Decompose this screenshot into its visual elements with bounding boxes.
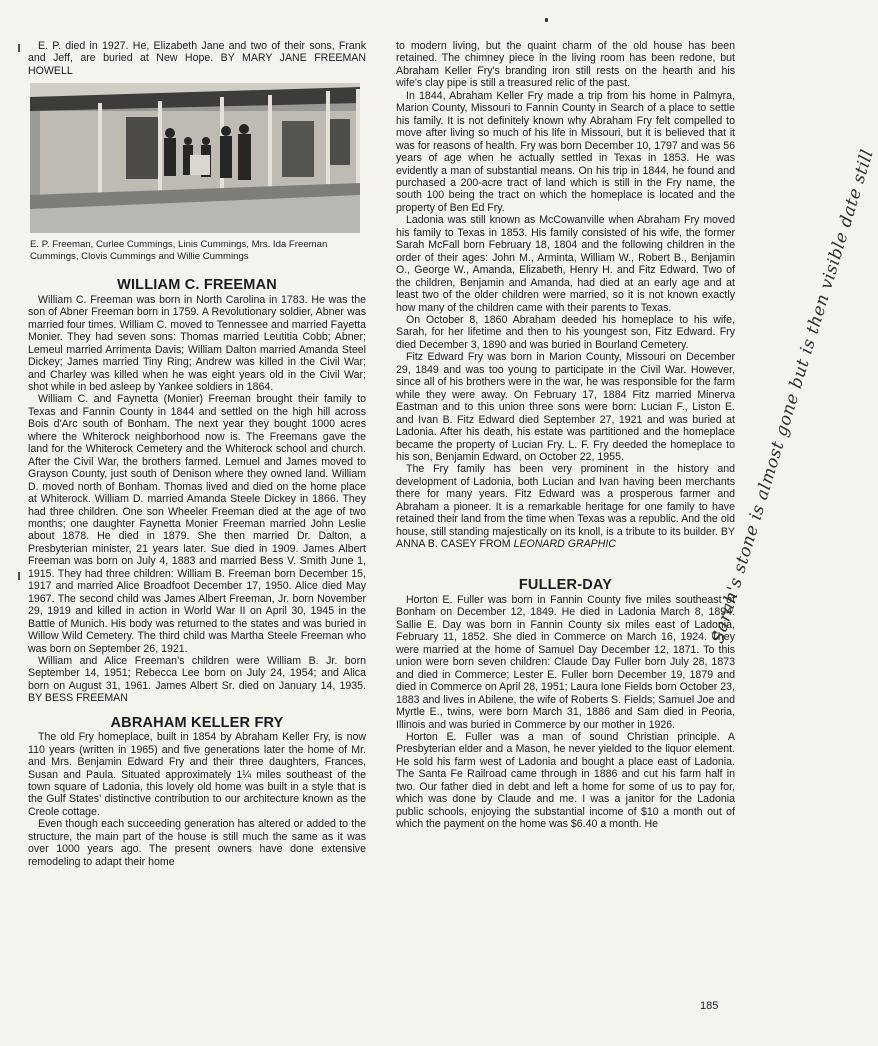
source-publication: LEONARD GRAPHIC — [513, 538, 616, 551]
fuller-paragraph-2: Horton E. Fuller was a man of sound Christian principle. A Presbyterian elder and a Mason, he never yielded to the liquor element. He sold his farm west of Ladonia and bought a place east of Ladonia. The Santa Fe Railroad came through in 1886 and cut his farm half in two. Our father died in debt and left a home for some of us to pay for, which was done by Claude and me. I was a janitor for the Ladonia public schools, enjoying the substantial income of $10 a month out of which the payment on the home was $6.40 a month. He — [396, 731, 735, 831]
photo-caption: E. P. Freeman, Curlee Cummings, Linis Cummings, Mrs. Ida Freeman Cummings, Clovis Cummings and Willie Cummings — [30, 239, 328, 262]
freeman-paragraph-2: William C. and Faynetta (Monier) Freeman brought their family to Texas and Fannin County in 1844 and settled on the high hill across Bois d'Arc south of Bonham. The next year they bought 1000 acres where the Whiterock neighborhood now is. The Freemans gave the land for the Whiterock Cemetery and the Whiterock school and church. After the Civil War, the brothers farmed. Lemuel and James moved to Grayson County, just south of Denison where they owned land. William D. moved north of Bonham. Thomas lived and died on the home place at Whiterock. William D. married Amanda Steele Dickey in 1866. They had three children. One son Wheeler Freeman died at the age of two months; one daughter Faynetta Monier Freeman married John Leslie about 1878. He died in 1879. She then married Dr. Dalton, a Presbyterian minister, 21 years later. Sue died in 1909. James Albert Freeman was born on July 4, 1883 and married Bess V. Smith June 1, 1915. They had three children: William B. Freeman born December 15, 1917 and married Alice Broadfoot December 17, 1950. Alice died May 1967. The second child was James Albert Freeman, Jr. born November 29, 1919 and killed in action in World War II on April 30, 1945 in the Battle of Munich. His body was returned to the states and was buried in Willow Wild Cemetery. The third child was Martha Steele Freeman who was born on September 26, 1921. — [28, 393, 366, 655]
fry-continued-paragraph-5: Fitz Edward Fry was born in Marion County, Missouri on December 29, 1849 and was too young to participate in the Civil War. However, since all of his brothers were in the war, he was responsible for the farm while they were away. On February 17, 1884 Fitz married Minerva Eastman and to this union three sons were born: Lucian F., Liston E. and Ivan B. Fitz Edward died September 27, 1921 and was buried at Ladonia. After his death, his estate was partitioned and the homeplace became the property of Lucian Fry. L. F. Fry deeded the homeplace to his son, Benjamin Edward, on October 22, 1955. — [396, 351, 735, 463]
section-heading-william-c-freeman: WILLIAM C. FREEMAN — [117, 277, 277, 294]
freeman-paragraph-1: William C. Freeman was born in North Carolina in 1783. He was the son of Abner Freeman born in 1759. A Revolutionary soldier, Abner was married four times. William C. moved to Tennessee and married Fayetta Monier. They had seven sons: Thomas married Leutitia Cobb; Abner; Lemeul married Arrimenta Davis; William Dalton married Amanda Steel Dickey; James married Tiny Ring; Andrew was killed in the Civil War; and Charley was killed when he was eight years old in the Civil War; shot while in bed asleep by Yankee soldiers in 1864. — [28, 293, 366, 393]
page-number: 185 — [700, 1000, 719, 1012]
section-heading-abraham-keller-fry: ABRAHAM KELLER FRY — [110, 714, 284, 731]
fry-closing-text: The Fry family has been very prominent in the history and development of Ladonia, both Lucian and Ivan having been merchants there for many years. Fitz Edward was a prosperous farmer and Abraham a pioneer. It is a remarkable heritage for one family to have retained their land from the time when Texas was a republic. And the old house, still standing majestically on its knoll, is a tribute to its builder. BY ANNA B. CASEY FROM — [396, 463, 735, 551]
freeman-paragraph-3: William and Alice Freeman's children were William B. Jr. born September 14, 1951; Rebecca Lee born on July 24, 1954; and Alica born on August 31, 1961. James Albert Sr. died on January 14, 1935. BY BESS FREEMAN — [28, 654, 366, 705]
speck-mark — [545, 18, 548, 22]
fry-continued-paragraph-6 — [396, 463, 735, 550]
fry-paragraph-2: Even though each succeeding generation has altered or added to the structure, the main part of the house is still much the same as it was over 1000 years ago. The present owners have done extensive remodeling to adapt their home — [28, 818, 366, 868]
fry-continued-paragraph-3: Ladonia was still known as McCowanville when Abraham Fry moved his family to Texas in 1853. His family consisted of his wife, the former Sarah McFall born February 18, 1804 and the following children in the order of their ages: John M., Arminta, William W., Robert B., Benjamin O., George W., Amanda, Elizabeth, Henry H. and Fitz Edward. Two of the children, Benjamin and Amanda, had died at an early age and at least two of the older children were married, so it is not known exactly how many of the children came with their parents to Texas. — [396, 214, 735, 314]
margin-tick — [18, 44, 20, 52]
fry-continued-paragraph-1: to modern living, but the quaint charm of the old house has been retained. The chimney piece in the living room has been redone, but Abraham Keller Fry's branding iron still rests on the hearth and his wife's clay pipe is still a treasured relic of the past. — [396, 40, 735, 90]
fry-paragraph-1: The old Fry homeplace, built in 1854 by Abraham Keller Fry, is now 110 years (written in 1965) and five generations later the home of Mr. and Mrs. Benjamin Edward Fry and their three daughters, Frances, Susan and Paula. Situated approximately 1¼ miles southeast of the town square of Ladonia, this lovely old home was built in a style that is the Gulf States' distinctive contribution to our architecture known as the Creole cottage. — [28, 731, 366, 818]
fuller-paragraph-1: Horton E. Fuller was born in Fannin County five miles southeast of Bonham on December 12, 1849. He died in Ladonia March 8, 1894. Sallie E. Day was born in Fannin County six miles east of Ladonia, February 11, 1852. She died in Commerce on March 16, 1924. They were married at the home of Samuel Day December 12, 1871. To this union were born seven children: Claude Day Fuller born July 28, 1873 and died in Commerce; Lester E. Fuller born December 19, 1879 and died in Commerce on April 28, 1951; Laura Ione Fields born October 23, 1883 and lives in Abilene, the wife of Roberts S. Fields; Samuel Joe and Myrtle E., twins, were born March 31, 1886 and Sam died in Peoria, Illinois and was buried in Commerce by our mother in 1926. — [396, 594, 735, 731]
family-photo — [30, 83, 360, 233]
margin-tick — [18, 572, 20, 580]
handwritten-margin-note: Sarah's stone is almost gone but is then visible date still — [708, 147, 878, 646]
right-column — [396, 40, 735, 831]
section-heading-fuller-day: FULLER-DAY — [518, 576, 613, 593]
left-column — [28, 40, 366, 868]
intro-paragraph: E. P. died in 1927. He, Elizabeth Jane and two of their sons, Frank and Jeff, are buried at New Hope. BY MARY JANE FREEMAN HOWELL — [28, 40, 366, 77]
fry-continued-paragraph-4: On October 8, 1860 Abraham deeded his homeplace to his wife, Sarah, for her lifetime and then to his youngest son, Fitz Edward. Fry died December 3, 1890 and was buried in Bourland Cemetery. — [396, 313, 735, 351]
fry-continued-paragraph-2: In 1844, Abraham Keller Fry made a trip from his home in Palmyra, Marion County, Missouri to Fannin County in Search of a place to settle his family. It is not definitely known why Abraham Fry felt compelled to move after living so much of his life in Missouri, but it is believed that it was for reasons of health. Fry was born December 10, 1797 and was 56 years of age when he actually settled in Texas in 1853. He was evidently a man of substantial means. On his trip in 1844, he found and purchased a 200-acre tract of land which is still in the Fry name, the south 100 being the tract on which the homeplace is located and the property of Ben Ed Fry. — [396, 89, 735, 214]
house-porch-photo-illustration — [30, 83, 360, 233]
